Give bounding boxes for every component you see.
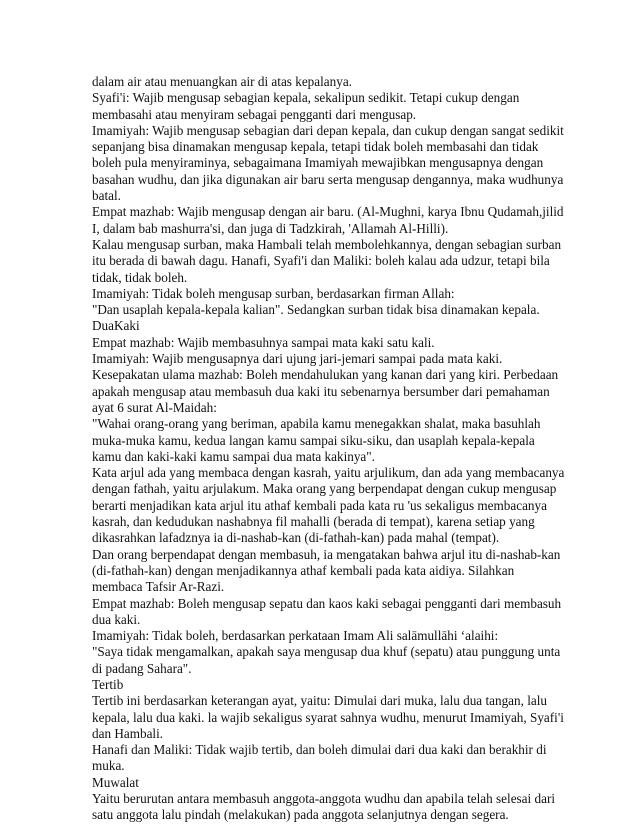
text-line: satu anggota lalu pindah (melakukan) pada anggota selanjutnya dengan segera. — [92, 807, 509, 823]
text-line: dengan fathah, yaitu arjulakum. Maka orang yang berpendapat dengan cukup mengusap — [92, 481, 557, 497]
text-line: Muwalat — [92, 774, 139, 790]
text-line: membasahi atau menyiram sebagai pengganti dari mengusap. — [92, 106, 417, 122]
text-line: ayat 6 surat Al-Maidah: — [92, 399, 217, 415]
text-line: Imamiyah: Tidak boleh mengusap surban, berdasarkan firman Allah: — [92, 285, 455, 301]
text-line: sepanjang bisa dinamakan mengusap kepala, tetapi tidak boleh membasahi dan tidak — [92, 139, 539, 155]
text-line: Dan orang berpendapat dengan membasuh, ia mengatakan bahwa arjul itu di-nashab-kan — [92, 546, 561, 562]
text-line: dua kaki. — [92, 611, 141, 627]
text-line: Syafi'i: Wajib mengusap sebagian kepala, sekalipun sedikit. Tetapi cukup dengan — [92, 90, 520, 106]
text-line: basahan wudhu, dan jika digunakan air baru serta mengusap dengannya, maka wudhunya — [92, 171, 564, 187]
text-line: Hanafi dan Maliki: Tidak wajib tertib, dan boleh dimulai dari dua kaki dan berakhir di — [92, 742, 547, 758]
text-line: Imamiyah: Wajib mengusapnya dari ujung jari-jemari sampai pada mata kaki. — [92, 351, 503, 367]
text-line: dalam air atau menuangkan air di atas kepalanya. — [92, 74, 352, 89]
text-line: batal. — [92, 188, 121, 204]
text-line: kepala, lalu dua kaki. la wajib sekaligus syarat sahnya wudhu, menurut Imamiyah, Syafi'i — [92, 709, 564, 725]
text-line: "Wahai orang-orang yang beriman, apabila kamu menegakkan shalat, maka basuhlah — [92, 416, 541, 432]
text-line: kamu dan kaki-kaki kamu sampai dua mata kakinya". — [92, 448, 375, 464]
text-line: I, dalam bab mashurra'si, dan juga di Tadzkirah, 'Allamah Al-Hilli). — [92, 220, 449, 236]
text-line: Empat mazhab: Boleh mengusap sepatu dan kaos kaki sebagai pengganti dari membasuh — [92, 595, 562, 611]
text-line: berarti menjadikan kata arjul itu athaf kembali pada kata ru 'us sekaligus membacanya — [92, 497, 547, 513]
text-line: Empat mazhab: Wajib mengusap dengan air baru. (Al-Mughni, karya Ibnu Qudamah,jilid — [92, 204, 564, 220]
text-line: Kalau mengusap surban, maka Hambali telah membolehkannya, dengan sebagian surban — [92, 236, 562, 252]
text-line: tidak, tidak boleh. — [92, 269, 188, 285]
text-line: dan Hambali. — [92, 725, 164, 741]
text-line: Kesepakatan ulama mazhab: Boleh mendahulukan yang kanan dari yang kiri. Perbedaan — [92, 367, 559, 383]
text-line: DuaKaki — [92, 318, 140, 334]
document-page — [92, 74, 565, 824]
text-line: "Saya tidak mengamalkan, apakah saya mengusap dua khuf (sepatu) atau punggung unta — [92, 644, 561, 660]
text-line: membaca Tafsir Ar-Razi. — [92, 579, 225, 595]
text-line: muka-muka kamu, kedua langan kamu sampai siku-siku, dan usaplah kepala-kepala — [92, 432, 535, 448]
text-line: Imamiyah: Tidak boleh, berdasarkan perkataan Imam Ali salāmullāhi ‘alaihi: — [92, 628, 499, 644]
text-line: Yaitu berurutan antara membasuh anggota-anggota wudhu dan apabila telah selesai dari — [92, 791, 555, 807]
text-line: muka. — [92, 758, 125, 774]
text-line: (di-fathah-kan) dengan menjadikannya athaf kembali pada kata aidiya. Silahkan — [92, 562, 515, 578]
text-line: Empat mazhab: Wajib membasuhnya sampai mata kaki satu kali. — [92, 334, 435, 350]
text-line: kasrah, dan kedudukan nashabnya fil mahalli (berada di tempat), karena setiap yang — [92, 514, 535, 530]
text-line: "Dan usaplah kepala-kepala kalian". Sedangkan surban tidak bisa dinamakan kepala. — [92, 302, 540, 318]
text-line: dikasrahkan lafadznya ia di-nashab-kan (di-fathah-kan) pada mahal (tempat). — [92, 530, 500, 546]
text-line: Tertib ini berdasarkan keterangan ayat, yaitu: Dimulai dari muka, lalu dua tangan, lalu — [92, 693, 547, 709]
text-line: Kata arjul ada yang membaca dengan kasrah, yaitu arjulikum, dan ada yang membacanya — [92, 465, 565, 481]
text-line: boleh pula menyiraminya, sebagaimana Imamiyah mewajibkan mengusapnya dengan — [92, 155, 544, 171]
text-line: di padang Sahara". — [92, 660, 192, 676]
text-line: Imamiyah: Wajib mengusap sebagian dari depan kepala, dan cukup dengan sangat sedikit — [92, 122, 564, 138]
text-line: apakah mengusap atau membasuh dua kaki itu sebenarnya bersumber dari pemahaman — [92, 383, 550, 399]
text-line: Tertib — [92, 676, 124, 692]
text-line: itu berada di bawah dagu. Hanafi, Syafi'i dan Maliki: boleh kalau ada udzur, tetapi bila — [92, 253, 550, 269]
